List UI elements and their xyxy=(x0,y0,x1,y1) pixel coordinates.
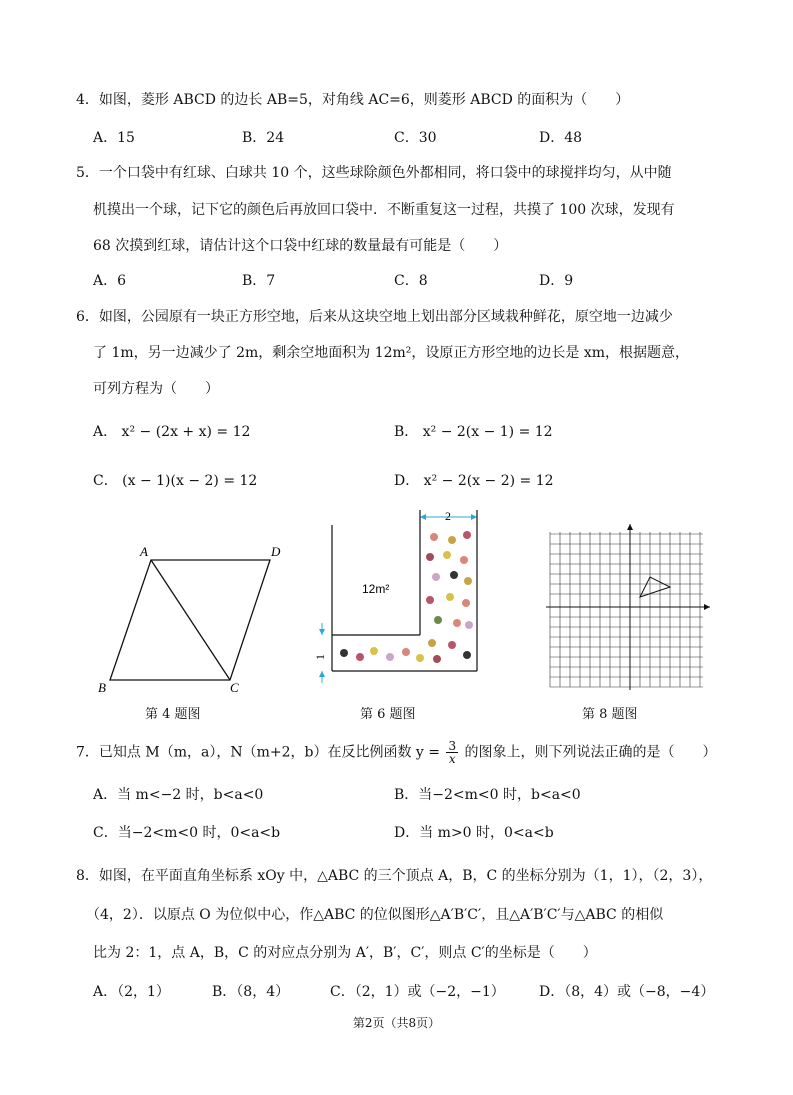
q5-option-b: B．7 xyxy=(242,273,276,289)
q4-option-c: C．30 xyxy=(394,130,437,146)
flower-pattern xyxy=(340,531,473,663)
fig8-caption: 第 8 题图 xyxy=(582,707,638,722)
q6-option-b: B． x² − 2(x − 1) = 12 xyxy=(394,424,553,440)
fig4-label-d: D xyxy=(271,544,281,559)
fig4-caption: 第 4 题图 xyxy=(145,707,201,722)
q5-option-d: D．9 xyxy=(539,273,574,289)
q8-option-b: B．（8，4） xyxy=(212,984,290,1000)
q7-stem-pre: 7．已知点 M（m，a），N（m+2，b）在反比例函数 y = xyxy=(76,744,440,761)
q8-line-1: 8．如图，在平面直角坐标系 xOy 中，△ABC 的三个顶点 A，B，C 的坐标分别为（1，1），（2，3）， xyxy=(76,868,713,884)
q6-option-a: A． x² − (2x + x) = 12 xyxy=(93,424,251,440)
q8-option-a: A．（2，1） xyxy=(93,984,170,1000)
q7-fraction-denominator: x xyxy=(448,752,456,766)
q6-line-3: 可列方程为（ ） xyxy=(93,381,219,397)
q7-option-c: C．当−2<m<0 时，0<a<b xyxy=(93,825,281,841)
q7-stem xyxy=(76,740,717,765)
q5-line-3: 68 次摸到红球，请估计这个口袋中红球的数量最有可能是（ ） xyxy=(93,238,508,254)
q6-line-1: 6．如图，公园原有一块正方形空地，后来从这块空地上划出部分区域栽种鲜花，原空地一边减少 xyxy=(76,309,673,325)
fig6-side-dim: 1 xyxy=(313,654,327,660)
figure-4-rhombus xyxy=(95,540,295,695)
figure-8-coordinate-grid xyxy=(538,522,718,692)
q7-option-d: D．当 m>0 时，0<a<b xyxy=(394,825,554,841)
q4-option-a: A．15 xyxy=(93,130,135,146)
q7-option-a: A．当 m<−2 时，b<a<0 xyxy=(93,787,264,803)
q7-fraction-numerator: 3 xyxy=(448,739,457,753)
q7-fraction xyxy=(446,740,458,765)
q8-option-c: C．（2，1）或（−2，−1） xyxy=(330,984,505,1000)
q5-option-a: A．6 xyxy=(93,273,127,289)
q7-option-b: B．当−2<m<0 时，b<a<0 xyxy=(394,787,581,803)
q8-option-d: D．（8，4）或（−8，−4） xyxy=(539,984,715,1000)
figure-6-park xyxy=(312,505,492,695)
q4-option-b: B．24 xyxy=(242,130,285,146)
fig6-top-dim: 2 xyxy=(445,509,451,523)
q5-line-1: 5．一个口袋中有红球、白球共 10 个，这些球除颜色外都相同，将口袋中的球搅拌均匀，从中随 xyxy=(76,165,672,181)
q4-option-d: D．48 xyxy=(539,130,583,146)
fig6-area-label: 12m² xyxy=(362,582,390,596)
q6-option-c: C． (x − 1)(x − 2) = 12 xyxy=(93,473,258,489)
fig4-label-c: C xyxy=(230,680,239,695)
q6-line-2: 了 1m，另一边减少了 2m，剩余空地面积为 12m²，设原正方形空地的边长是 xm，根据题意， xyxy=(93,345,690,361)
q8-line-2: （4，2）．以原点 O 为位似中心，作△ABC 的位似图形△A′B′C′，且△A′B′C′与△ABC 的相似 xyxy=(86,907,664,923)
q7-stem-post: 的图象上，则下列说法正确的是（ ） xyxy=(464,744,717,761)
fig6-caption: 第 6 题图 xyxy=(360,707,416,722)
page-footer: 第2页（共8页） xyxy=(352,1016,441,1030)
q5-line-2: 机摸出一个球，记下它的颜色后再放回口袋中．不断重复这一过程，共摸了 100 次球，发现有 xyxy=(93,202,675,218)
fig4-label-a: A xyxy=(140,544,148,559)
q5-option-c: C．8 xyxy=(394,273,428,289)
q8-line-3: 比为 2：1，点 A，B，C 的对应点分别为 A′，B′，C′，则点 C′的坐标是（ ） xyxy=(93,945,597,961)
q6-option-d: D． x² − 2(x − 2) = 12 xyxy=(394,473,554,489)
q4-stem: 4．如图，菱形 ABCD 的边长 AB=5，对角线 AC=6，则菱形 ABCD 的面积为（ ） xyxy=(76,92,630,108)
fig4-label-b: B xyxy=(98,680,106,695)
